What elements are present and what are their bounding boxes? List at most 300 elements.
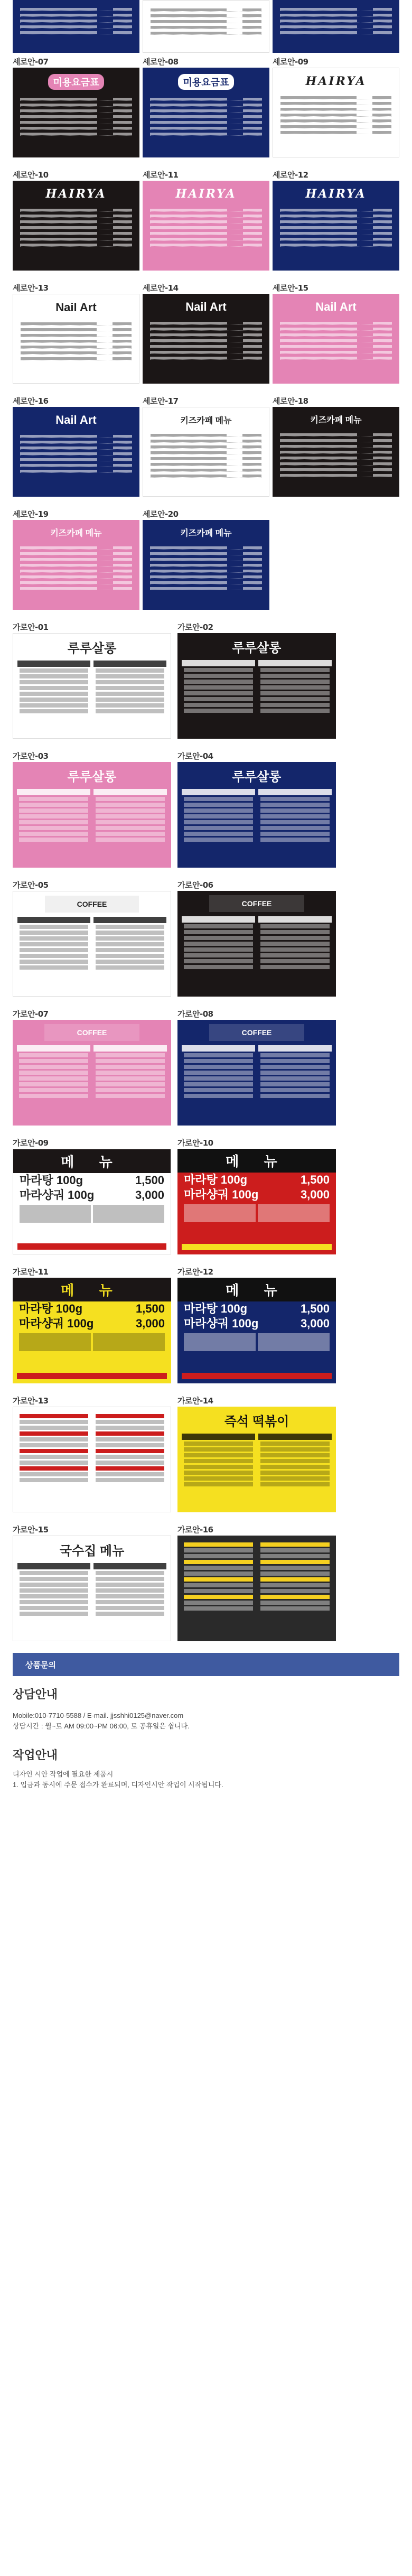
column-line [96, 692, 164, 696]
design-card[interactable] [13, 169, 139, 271]
menu-row [280, 331, 392, 337]
row-price-bar [372, 96, 391, 99]
design-card[interactable] [177, 1524, 336, 1641]
row-text-bar [150, 552, 227, 555]
design-thumbnail[interactable] [13, 1278, 171, 1383]
row-text-bar [280, 357, 357, 359]
column-line [184, 691, 253, 695]
column-line [184, 936, 253, 940]
row-price-bar [113, 322, 132, 325]
row-price-bar [373, 468, 392, 471]
design-card[interactable] [13, 56, 139, 157]
design-row [13, 282, 399, 384]
design-thumbnail[interactable] [143, 520, 269, 610]
row-text-bar [150, 244, 227, 246]
column-line [260, 814, 330, 819]
design-thumbnail[interactable] [143, 0, 269, 53]
row-text-bar [20, 244, 97, 246]
row-text-bar [280, 209, 357, 211]
menu-row [21, 331, 132, 337]
menu-rows [273, 88, 399, 134]
row-price-bar [372, 102, 391, 105]
design-thumbnail[interactable] [13, 294, 139, 384]
design-card[interactable] [13, 621, 171, 739]
column-line [96, 674, 164, 678]
design-card[interactable] [273, 56, 399, 157]
row-text-bar [280, 462, 357, 465]
design-card[interactable] [273, 169, 399, 271]
row-price-bar [242, 440, 261, 442]
design-thumbnail[interactable] [13, 1020, 171, 1126]
menu-row [151, 449, 261, 454]
menu-title-badge: 미용요금표 [48, 74, 105, 90]
design-card[interactable] [143, 169, 269, 271]
column-line [19, 1094, 88, 1098]
menu-row [20, 212, 132, 218]
row-text-bar [151, 469, 227, 471]
column-line [19, 1071, 88, 1075]
row-text-bar [20, 470, 97, 472]
row-text-bar [150, 104, 227, 106]
row-text-bar [280, 31, 357, 34]
row-text-bar [21, 357, 97, 360]
design-thumbnail[interactable] [177, 1407, 336, 1512]
design-label: 가로안-13 [13, 1396, 49, 1406]
column-header-bar [258, 1045, 332, 1052]
design-thumbnail[interactable] [177, 762, 336, 868]
design-card[interactable] [13, 879, 171, 997]
column-line [19, 826, 88, 830]
column-line [184, 953, 253, 957]
column-line [184, 680, 253, 684]
column-line [260, 1542, 330, 1547]
menu-columns [177, 789, 336, 843]
menu-item-name: 마라샹궈 100g [184, 1317, 259, 1330]
design-thumbnail[interactable] [143, 181, 269, 271]
column-line [184, 1471, 253, 1475]
menu-column [258, 916, 332, 971]
design-card[interactable] [177, 1266, 336, 1383]
menu-title: HAIRYA [45, 187, 107, 201]
menu-title [273, 294, 399, 314]
row-price-bar [113, 558, 132, 561]
column-line [20, 1594, 88, 1598]
design-thumbnail[interactable] [13, 181, 139, 271]
column-line [260, 959, 330, 963]
column-line [184, 838, 253, 842]
design-card[interactable] [13, 508, 139, 610]
design-label: 세로안-12 [273, 170, 308, 180]
column-header-bar [93, 789, 167, 795]
menu-column [17, 917, 90, 971]
menu-row [280, 337, 392, 342]
design-card[interactable] [13, 395, 139, 497]
design-thumbnail[interactable] [13, 1536, 171, 1641]
row-price-bar [113, 31, 132, 34]
design-thumbnail[interactable] [13, 891, 171, 997]
menu-row [280, 235, 392, 241]
column-line [260, 1076, 330, 1081]
menu-row [151, 443, 261, 449]
column-line [260, 930, 330, 934]
menu-row [20, 235, 132, 241]
row-text-bar [20, 104, 97, 106]
menu-row [20, 95, 132, 101]
design-thumbnail[interactable] [143, 294, 269, 384]
design-thumbnail[interactable] [177, 633, 336, 739]
column-line [20, 1588, 88, 1593]
row-price-bar [113, 220, 132, 223]
row-price-bar [242, 451, 261, 454]
design-thumbnail[interactable] [13, 68, 139, 157]
design-card[interactable] [13, 1524, 171, 1641]
row-text-bar [151, 14, 227, 17]
design-thumbnail[interactable] [177, 1536, 336, 1641]
design-card[interactable] [177, 621, 336, 739]
row-price-bar [243, 357, 262, 359]
row-price-bar [113, 346, 132, 348]
column-line [96, 1071, 165, 1075]
column-line [260, 803, 330, 807]
design-row [13, 879, 399, 997]
menu-row [20, 218, 132, 224]
design-thumbnail[interactable] [177, 891, 336, 997]
row-text-bar [150, 115, 227, 118]
column-line [184, 930, 253, 934]
row-text-bar [150, 109, 227, 112]
column-line [260, 1606, 330, 1611]
menu-item-name: 마라탕 100g [184, 1302, 248, 1315]
column-header-bar [93, 1563, 166, 1569]
design-thumbnail[interactable] [177, 1149, 336, 1254]
column-line [184, 1447, 253, 1452]
menu-row [20, 118, 132, 124]
column-line [260, 685, 330, 690]
menu-row [20, 550, 132, 555]
row-price-bar [113, 587, 132, 590]
row-text-bar [20, 570, 97, 572]
menu-columns [13, 1407, 171, 1484]
menu-column [182, 1434, 255, 1488]
design-label: 가로안-14 [177, 1396, 213, 1406]
design-thumbnail[interactable] [143, 68, 269, 157]
row-text-bar [280, 445, 357, 448]
row-text-bar [280, 102, 357, 105]
column-line [260, 942, 330, 946]
design-thumbnail[interactable] [143, 407, 269, 497]
row-price-bar [113, 546, 132, 549]
row-price-bar [243, 98, 262, 100]
design-label: 세로안-17 [143, 396, 179, 406]
option-block [20, 1205, 91, 1223]
menu-column [93, 661, 166, 715]
menu-row [280, 117, 391, 123]
menu-rows [273, 201, 399, 247]
design-card[interactable] [13, 750, 171, 868]
row-price-bar [373, 20, 392, 22]
column-line [96, 808, 165, 813]
row-price-bar [373, 209, 392, 211]
row-text-bar [20, 31, 97, 34]
row-price-bar [243, 127, 262, 129]
column-line [184, 1076, 253, 1081]
design-card[interactable] [177, 750, 336, 868]
column-line [96, 960, 164, 964]
design-card[interactable] [177, 1395, 336, 1512]
design-card[interactable] [273, 0, 399, 53]
menu-row [20, 113, 132, 118]
menu-row [280, 471, 392, 477]
row-price-bar [243, 220, 262, 223]
menu-column [93, 789, 167, 843]
column-line [96, 1431, 164, 1436]
row-price-bar [373, 215, 392, 217]
menu-column [17, 1045, 90, 1100]
row-text-bar [20, 587, 97, 590]
menu-title: COFFEE [209, 1024, 304, 1041]
option-block [93, 1333, 165, 1351]
design-card[interactable] [177, 1137, 336, 1254]
menu-column [93, 1045, 167, 1100]
menu-footer [182, 1373, 332, 1379]
row-text-bar [150, 226, 227, 229]
design-card[interactable] [13, 282, 139, 384]
row-price-bar [242, 463, 261, 466]
menu-row [150, 342, 262, 348]
column-line [96, 1612, 164, 1616]
design-card[interactable] [177, 879, 336, 997]
design-card[interactable] [143, 56, 269, 157]
design-thumbnail[interactable] [13, 1407, 171, 1512]
design-thumbnail[interactable] [13, 762, 171, 868]
row-text-bar [280, 333, 357, 336]
column-line [19, 1065, 88, 1069]
design-thumbnail[interactable] [177, 1020, 336, 1126]
menu-title: 루루살롱 [67, 641, 117, 656]
menu-options [13, 1203, 171, 1225]
row-price-bar [372, 119, 391, 122]
menu-row [280, 11, 392, 17]
row-text-bar [150, 220, 227, 223]
column-line [260, 1465, 330, 1469]
design-thumbnail[interactable] [13, 520, 139, 610]
menu-rows [143, 1, 269, 35]
design-card[interactable] [13, 1266, 171, 1383]
row-price-bar [243, 109, 262, 112]
design-thumbnail[interactable] [13, 0, 139, 53]
row-text-bar [150, 357, 227, 359]
menu-row [150, 555, 262, 561]
menu-row [21, 337, 132, 343]
row-price-bar [243, 575, 262, 578]
menu-row [150, 544, 262, 550]
menu-item-price: 3,000 [135, 1188, 164, 1202]
column-line [260, 832, 330, 836]
row-text-bar [280, 119, 357, 122]
column-line [260, 1053, 330, 1057]
column-header-bar [17, 1563, 90, 1569]
design-row [13, 1008, 399, 1126]
menu-row [20, 23, 132, 29]
design-card[interactable] [143, 282, 269, 384]
column-line [96, 698, 164, 702]
row-text-bar [20, 435, 97, 438]
column-line [20, 686, 88, 690]
row-text-bar [20, 226, 97, 229]
design-card[interactable] [13, 0, 139, 53]
row-price-bar [113, 351, 132, 354]
column-line [184, 1606, 253, 1611]
row-price-bar [243, 552, 262, 555]
menu-row [20, 130, 132, 136]
design-card[interactable] [177, 1008, 336, 1126]
column-line [96, 1426, 164, 1430]
design-card[interactable] [13, 1395, 171, 1512]
row-text-bar [280, 108, 357, 110]
work-heading: 작업안내 [13, 1749, 58, 1762]
column-line [184, 1442, 253, 1446]
design-thumbnail[interactable] [273, 0, 399, 53]
menu-row [280, 29, 392, 34]
design-thumbnail[interactable] [13, 407, 139, 497]
menu-row [150, 212, 262, 218]
menu-row [20, 206, 132, 212]
design-thumbnail[interactable] [273, 181, 399, 271]
menu-row [150, 325, 262, 331]
column-line [19, 814, 88, 819]
design-thumbnail[interactable] [273, 294, 399, 384]
menu-rows [273, 425, 399, 477]
column-line [20, 936, 88, 941]
menu-columns [177, 1536, 336, 1612]
row-price-bar [243, 238, 262, 240]
row-price-bar [242, 14, 261, 17]
design-card[interactable] [13, 1137, 171, 1254]
column-line [184, 1065, 253, 1069]
design-card[interactable] [143, 0, 269, 53]
row-price-bar [373, 439, 392, 442]
design-row [13, 56, 399, 157]
design-card[interactable] [273, 395, 399, 497]
row-price-bar [113, 575, 132, 578]
row-text-bar [280, 439, 357, 442]
row-price-bar [113, 570, 132, 572]
column-line [20, 1431, 88, 1436]
menu-columns [13, 1563, 171, 1617]
column-line [184, 1571, 253, 1576]
column-header-bar [17, 917, 90, 923]
row-price-bar [373, 339, 392, 342]
menu-row [280, 354, 392, 360]
menu-row [150, 550, 262, 555]
menu-rows [143, 426, 269, 478]
row-price-bar [243, 232, 262, 235]
row-text-bar [280, 339, 357, 342]
column-line [184, 826, 253, 830]
menu-row [20, 455, 132, 461]
row-price-bar [243, 339, 262, 342]
column-line [260, 1554, 330, 1558]
row-text-bar [280, 25, 357, 28]
design-thumbnail[interactable] [273, 68, 399, 157]
menu-row [20, 555, 132, 561]
row-text-bar [150, 209, 227, 211]
design-card[interactable] [13, 1008, 171, 1126]
column-line [96, 703, 164, 708]
row-price-bar [113, 458, 132, 461]
design-thumbnail[interactable] [13, 1149, 171, 1254]
menu-row [150, 206, 262, 212]
menu-item-price: 3,000 [300, 1188, 330, 1201]
menu-row [150, 113, 262, 118]
row-price-bar [373, 345, 392, 348]
row-text-bar [20, 127, 97, 129]
menu-row [150, 567, 262, 573]
menu-columns [13, 661, 171, 715]
menu-row [20, 5, 132, 11]
design-card[interactable] [143, 508, 269, 610]
column-line [96, 1571, 164, 1575]
column-line [184, 1542, 253, 1547]
row-price-bar [113, 452, 132, 455]
menu-row [20, 17, 132, 23]
design-card[interactable] [273, 282, 399, 384]
column-header-bar [93, 1045, 167, 1052]
row-text-bar [150, 232, 227, 235]
row-price-bar [372, 125, 391, 128]
design-thumbnail[interactable] [177, 1278, 336, 1383]
row-text-bar [20, 552, 97, 555]
menu-column [258, 789, 332, 843]
column-line [96, 838, 165, 842]
menu-row [280, 436, 392, 442]
row-price-bar [113, 133, 132, 135]
menu-title-text: Nail Art [185, 300, 227, 313]
menu-row [20, 573, 132, 579]
column-line [184, 1577, 253, 1582]
menu-row [280, 99, 391, 105]
inquiry-section [0, 1653, 412, 1790]
menu-row [20, 11, 132, 17]
row-text-bar [150, 215, 227, 217]
column-line [184, 1053, 253, 1057]
design-thumbnail[interactable] [273, 407, 399, 497]
row-text-bar [20, 452, 97, 455]
menu-item-name: 마라샹궈 100g [184, 1188, 259, 1201]
design-label: 세로안-19 [13, 509, 49, 519]
menu-row [280, 128, 391, 134]
row-text-bar [280, 345, 357, 348]
row-price-bar [243, 328, 262, 330]
menu-title: 메 뉴 [177, 1278, 336, 1301]
column-line [184, 1465, 253, 1469]
menu-title: HAIRYA [305, 75, 367, 88]
menu-row [280, 105, 391, 111]
menu-title: 루루살롱 [67, 770, 117, 784]
row-price-bar [243, 558, 262, 561]
column-line [96, 1606, 164, 1610]
design-thumbnail[interactable] [13, 633, 171, 739]
column-line [96, 1466, 164, 1471]
row-price-bar [113, 238, 132, 240]
column-line [96, 954, 164, 958]
menu-rows [143, 538, 269, 590]
column-line [96, 1053, 165, 1057]
design-card[interactable] [143, 395, 269, 497]
column-line [20, 1606, 88, 1610]
column-line [184, 924, 253, 928]
column-line [20, 1472, 88, 1476]
